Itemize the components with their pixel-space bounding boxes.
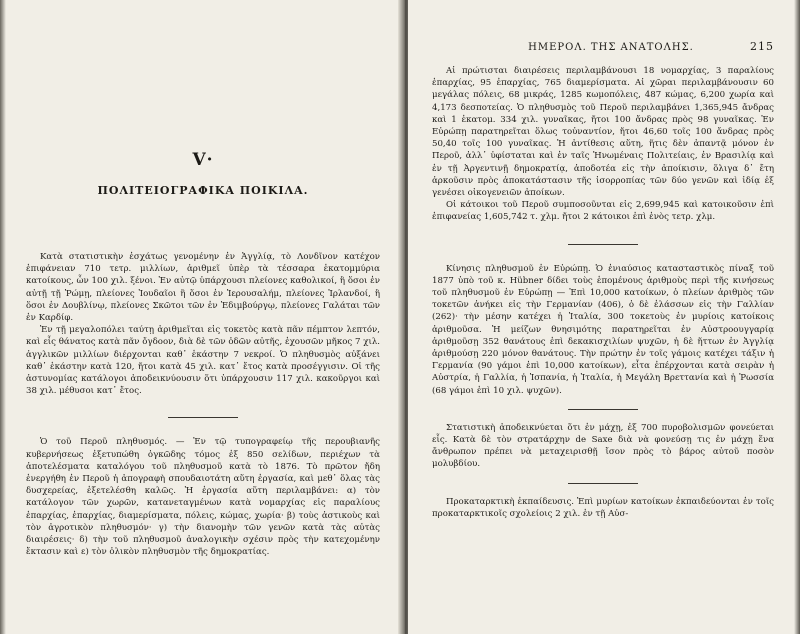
running-head (432, 40, 774, 53)
paragraph-peru-divisions: Αἱ πρώτισται διαιρέσεις περιλαμβάνουσι 18 νομαρχίας, 3 παραλίους ἐπαρχίας, 95 ἐπαρχίας, 765 διαμερίσματα. Αἱ χῶραι περιλαμβάνουσιν 60 μεγάλας πόλεις, 68 μικράς, 1285 κωμοπόλεις, 487 κώμας, 6,200 χωρία καὶ 4,173 δεσποτείας. Ὁ πληθυσμὸς τοῦ Περοῦ περιλαμβάνει 1,365,945 ἄνδρας καὶ 1 ἑκατομ. 334 χιλ. γυναῖκας, ἤτοι 100 ἄνδρας πρὸς 98 γυναῖκας. Ἐν Εὐρώπῃ παρατηρεῖται ὅλως τοὐναντίον, ἤτοι 46,60 τοῖς 100 ἄνδρας πρὸς 50,40 τοῖς 100 γυναῖκας. Ἡ ἀντίθεσις αὕτη, ἥτις δὲν ἀπαντᾷ μόνον ἐν Περοῦ, ἀλλ᾽ ὑφίσταται καὶ ἐν ταῖς Ἡνωμέναις Πολιτείαις, ἐν Βρασιλίᾳ καὶ ἐν τῇ Ἀργεντινῇ δημοκρατίᾳ, ἀποδοτέα εἰς τὴν ἀποίκισιν, ὅλιγα δ᾽ ἔτη ἀρκοῦσιν πρὸς ἀποκατάστασιν τῆς ἰσορροπίας τῶν δύο γενῶν καὶ ἰδίᾳ ἐξ γενέσει οἰκογενειῶν ἀποίκων. (432, 66, 774, 199)
paragraph-london-statistics: Ἐν τῇ μεγαλοπόλει ταύτῃ ἀριθμεῖται εἰς τοκετὸς κατὰ πᾶν πέμπτον λεπτόν, καὶ εἷς θάνατος κατὰ πᾶν ὄγδοον, διὰ δὲ τῶν ὁδῶν αὐτῆς, ἐχουσῶν μῆκος 7 χιλ. ἀγγλικῶν μιλλίων διέρχονται καθ᾽ ἑκάστην 7 νεκροί. Ὁ πληθυσμὸς αὐξάνει καθ᾽ ἑκάστην κατὰ 120, ἤτοι κατὰ 45 χιλ. κατ᾽ ἔτος κατὰ προσέγγισιν. Οἱ τῆς ἀστυνομίας κατάλογοι ἀποδεικνύουσιν ὅτι ὑπάρχουσιν 117 χιλ. κακοῦργοι καὶ 38 χιλ. μέθυσοι κατ᾽ ἔτος. (26, 325, 380, 397)
separator-rule (568, 244, 638, 245)
paragraph-peru-inhabitants: Οἱ κάτοικοι τοῦ Περοῦ συμποσοῦνται εἰς 2,699,945 καὶ κατοικοῦσιν ἐπὶ ἐπιφανείας 1,605,742 τ. χλμ. ἤτοι 2 κάτοικοι ἐπὶ ἑνὸς τετρ. χλμ. (432, 200, 774, 223)
separator-rule (568, 409, 638, 410)
page-edge-shadow (794, 0, 800, 634)
separator-rule (568, 483, 638, 484)
running-head-title: ΗΜΕΡΟΛ. ΤΗΣ ΑΝΑΤΟΛΗΣ. (528, 42, 694, 53)
page-number: 215 (750, 40, 774, 53)
separator-rule (168, 417, 238, 418)
paragraph-battle-statistics: Στατιστικὴ ἀποδεικνύεται ὅτι ἐν μάχῃ, ἐξ 700 πυροβολισμῶν φονεύεται εἷς. Κατὰ δὲ τὸν στρατάρχην de Saxe διὰ νὰ φονεύσῃ τις ἐν μάχῃ ἕνα ἄνθρωπον πρέπει νὰ μεταχειρισθῇ ἴσον πρὸς τὸ βάρος αὐτοῦ ποσὸν μολυβδίου. (432, 422, 774, 470)
page-edge-shadow (0, 0, 6, 634)
paragraph-london: Κατὰ στατιστικὴν ἐσχάτως γενομένην ἐν Ἀγγλίᾳ, τὸ Λονδῖνον κατέχον ἐπιφάνειαν 710 τετρ. μιλλίων, ἀριθμεῖ ὑπὲρ τὰ τέσσαρα ἑκατομμύρια κατοίκους, ὧν 100 χιλ. ξένοι. Ἐν αὐτῷ ὑπάρχουσι πλείονες καθολικοί, ἢ ὅσοι ἐν αὐτῇ τῇ Ῥώμῃ, πλείονες Ἰουδαῖοι ἢ ὅσοι ἐν Ἱερουσαλήμ, πλείονες Ἰρλανδοί, ἢ ὅσοι ἐν Δουβλίνῳ, πλείονες Σκῶτοι τῶν ἐν Ἐδιμβούργῳ, πλείονες Γαλάται τῶν ἐν Καρδίφ. (26, 252, 380, 324)
section-title: ΠΟΛΙΤΕΙΟΓΡΑΦΙΚΑ ΠΟΙΚΙΛΑ. (97, 184, 309, 197)
paragraph-primary-education: Προκαταρκτικὴ ἐκπαίδευσις. Ἐπὶ μυρίων κατοίκων ἐκπαιδεύονται ἐν τοῖς προκαταρκτικοῖς σχολείοις 2 χιλ. ἐν τῇ Αὐσ- (432, 496, 774, 519)
section-number: V· (192, 150, 214, 170)
right-page (408, 0, 800, 634)
paragraph-peru-population: Ὁ τοῦ Περοῦ πληθυσμός. — Ἐν τῷ τυπογραφείῳ τῆς περουβιανῆς κυβερνήσεως ἐξετυπώθη ὀγκῶδης τόμος ἐξ 850 σελίδων, περιέχων τὰ ἀποτελέσματα καταλόγου τοῦ πληθυσμοῦ κατὰ τὸ 1876. Τὸ πρῶτον ἤδη ἐνεργήθη ἐν Περοῦ ἡ ἀπογραφὴ σπουδαιοτάτη αὕτη ἐργασία, καὶ μεθ᾽ ὅλας τὰς δυσχερείας, ἐξετελέσθη καλῶς. Ἡ ἐργασία αὕτη περιλαμβάνει: α) τὸν κατάλογον τῶν χωρῶν, κατανεταγμένων κατὰ νομαρχίας εἰς παραλίους ἐπαρχίας, ἐπαρχίας, διαμερίσματα, πόλεις, κώμας, χωρία· β) τοὺς ἀστικοὺς καὶ τὸν ἀγροτικὸν πληθυσμόν· γ) τὴν διανομὴν τῶν γενῶν κατὰ τὰς αὐτὰς διαιρέσεις· δ) τὴν τοῦ πληθυσμοῦ ἀναλογικὴν σχέσιν πρὸς τὴν κατεχομένην ἔκτασιν καὶ ε) τὸν ὁλικὸν πληθυσμὸν τῆς δημοκρατίας. (26, 437, 380, 558)
paragraph-europe-population: Κίνησις πληθυσμοῦ ἐν Εὐρώπῃ. Ὁ ἐνιαύσιος κατασταστικὸς πίναξ τοῦ 1877 ὑπὸ τοῦ κ. Hübner δίδει τοὺς ἑπομένους ἀριθμοὺς περὶ τῆς κινήσεως τοῦ πληθυσμοῦ ἐν Εὐρώπῃ — Ἐπὶ 10,000 κατοίκων, ὁ πλείων ἀριθμὸς τῶν τοκετῶν ἀνήκει εἰς τὴν Γερμανίαν (406), ὁ δὲ ἐλάσσων εἰς τὴν Γαλλίαν (262)· τὴν μέσην κατέχει ἡ Ἰταλία, 300 τοκετοὺς ἐν μυρίοις κατοίκοις ἀριθμοῦσα. Ἡ μείζων θνησιμότης παρατηρεῖται ἐν Αὐστροουγγαρίᾳ ἀριθμοῦσῃ 352 θανάτους ἐπὶ δεκακισχιλίων ψυχῶν, ἡ δὲ ἥττων ἐν Ἀγγλίᾳ ἀριθμούσῃ 220 μόνον θανάτους. Τὴν πρώτην ἐν τοῖς γάμοις κατέχει τάξιν ἡ Γερμανία (90 γάμοι ἐπὶ 10,000 κατοίκων), εἶτα ἐπέρχονται κατὰ σειρὰν ἡ Αὐστρία, ἡ Γαλλία, ἡ Ἱσπανία, ἡ Ἰταλία, ἡ Μεγάλη Βρεττανία καὶ ἡ Ῥωσσία (68 γάμοι ἐπὶ 10 χιλ. ψυχῶν). (432, 263, 774, 396)
